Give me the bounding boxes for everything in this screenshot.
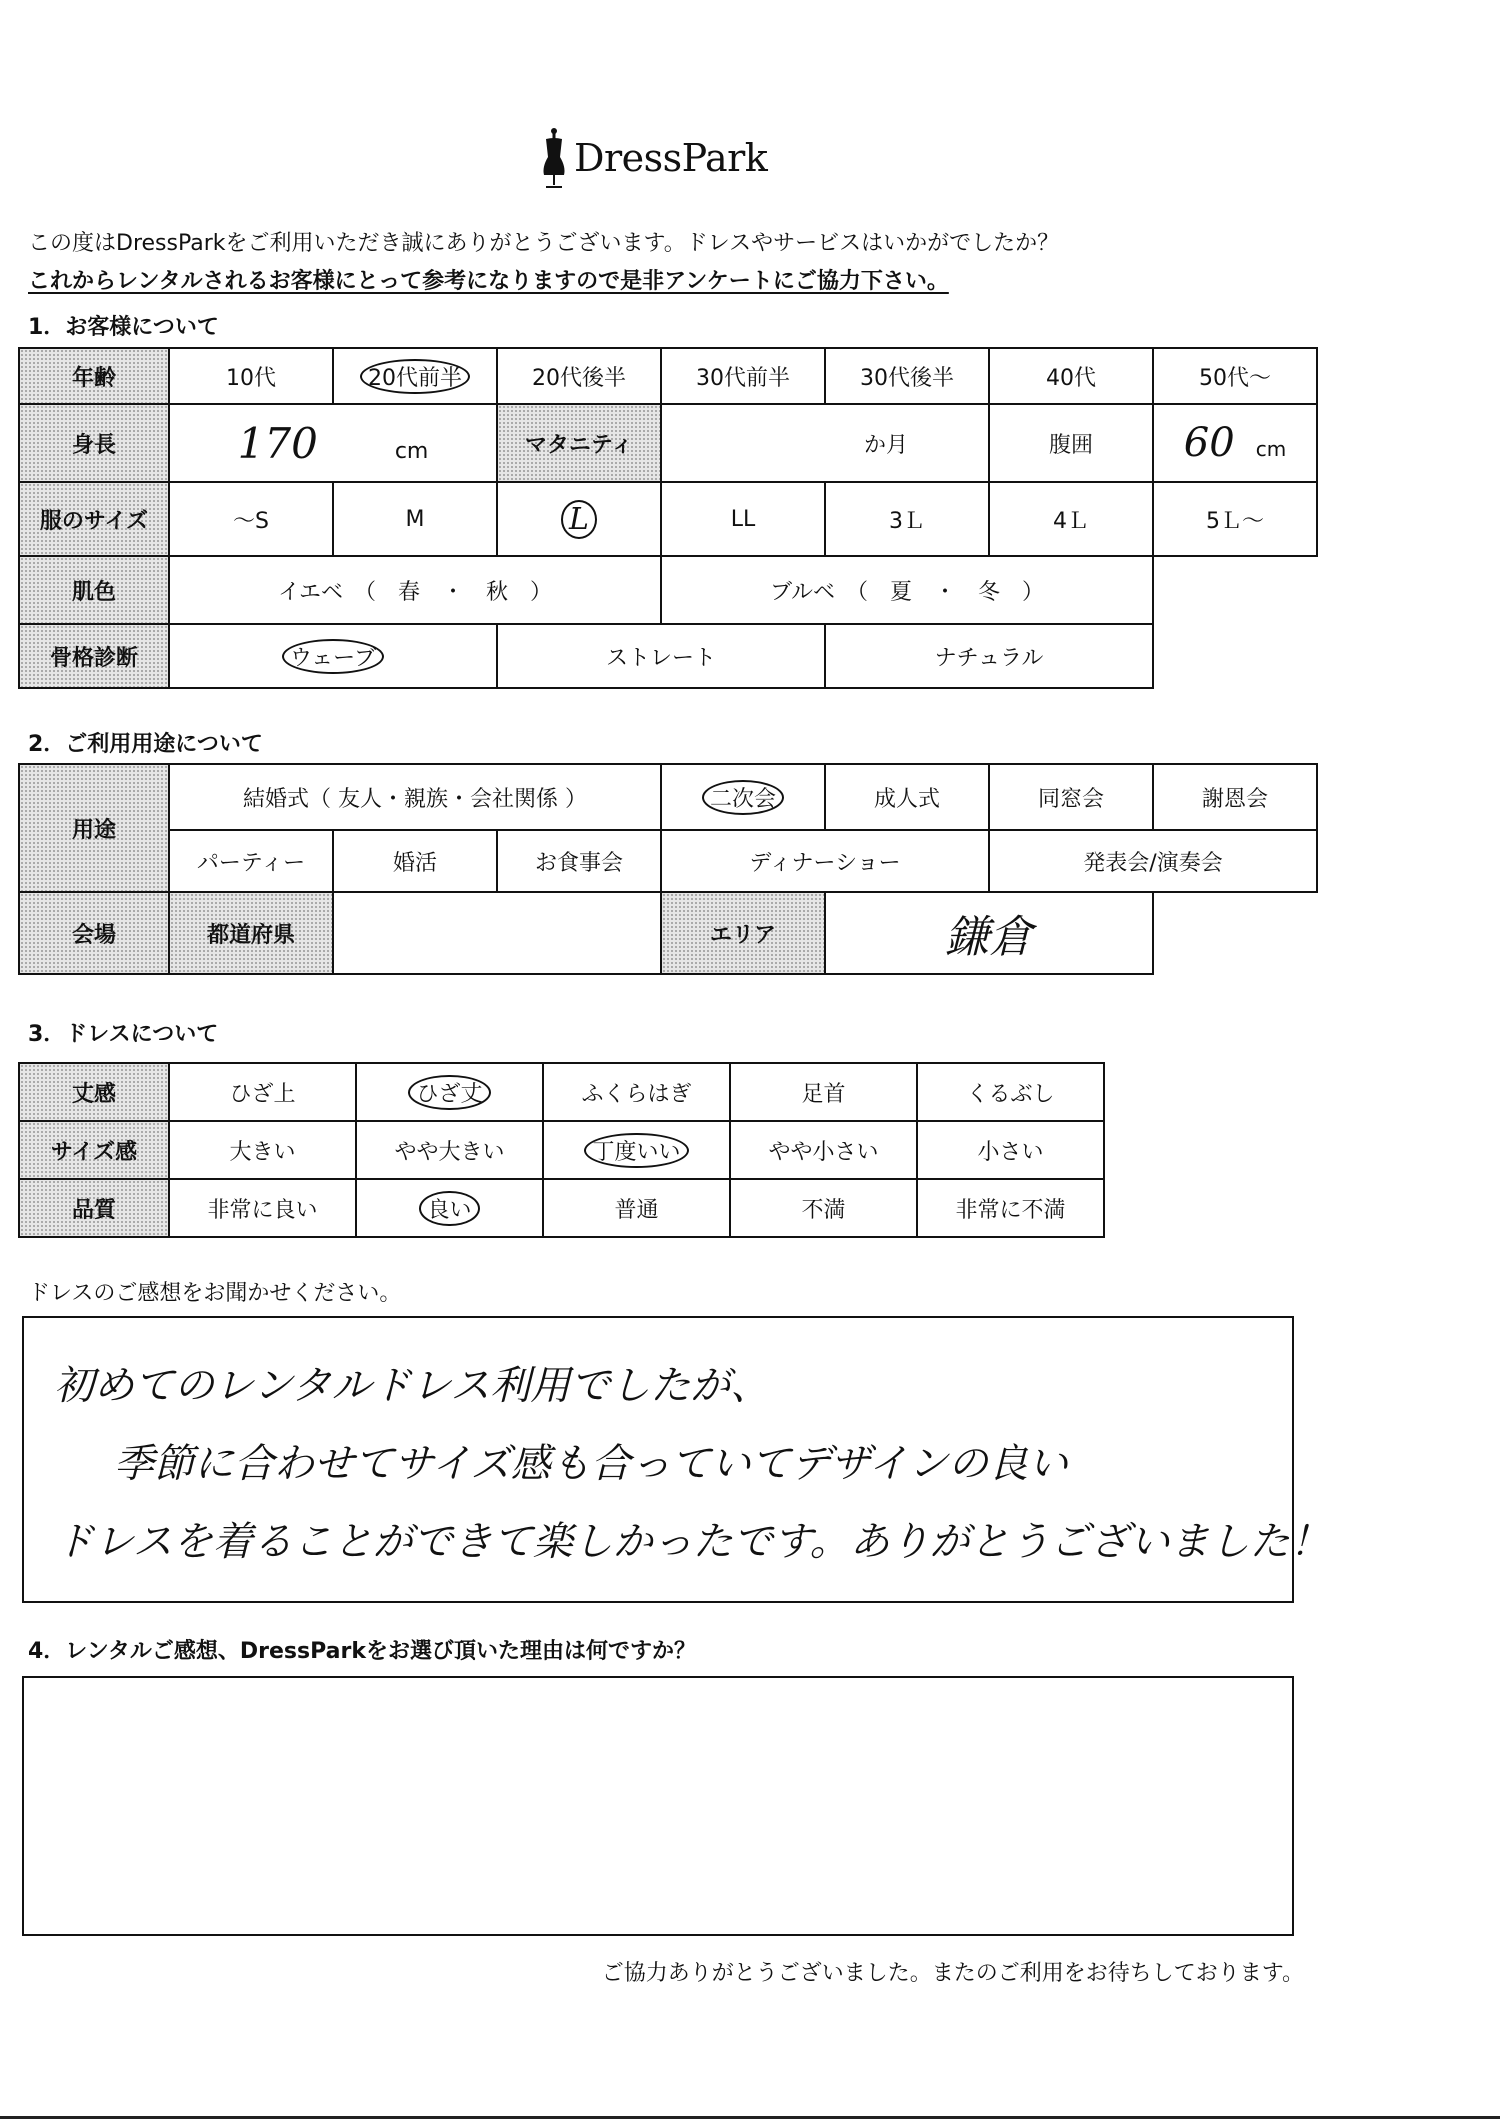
waist-unit: cm [1255, 437, 1287, 461]
venue-label: 会場 [19, 892, 169, 974]
age-option-selected[interactable] [333, 348, 497, 404]
age-option[interactable]: 40代 [989, 348, 1153, 404]
dresspark-logo [540, 118, 767, 198]
height-field[interactable] [169, 404, 497, 482]
prefecture-label: 都道府県 [169, 892, 333, 974]
fit-option-selected[interactable] [543, 1121, 730, 1179]
waist-field[interactable] [1153, 404, 1317, 482]
length-option[interactable]: 足首 [730, 1063, 917, 1121]
frame-option-selected[interactable] [169, 624, 497, 688]
comment-line: 初めてのレンタルドレス利用でしたが、 [54, 1363, 771, 1409]
fit-label: サイズ感 [19, 1121, 169, 1179]
empty-cell [1153, 624, 1317, 688]
intro-request-text: これからレンタルされるお客様にとって参考になりますので是非アンケートにご協力下さい。 [28, 269, 949, 294]
logo-text: DressPark [574, 136, 768, 180]
skin-yellow-option[interactable]: イエベ （ 春 ・ 秋 ） [169, 556, 661, 624]
purpose-option-selected[interactable] [661, 764, 825, 830]
waist-value: 60 [1183, 420, 1235, 466]
age-option[interactable]: 30代後半 [825, 348, 989, 404]
quality-option[interactable]: 不満 [730, 1179, 917, 1237]
selection-circle: 良い [419, 1191, 479, 1226]
prefecture-field[interactable] [333, 892, 661, 974]
impressions-prompt: ドレスのご感想をお聞かせください。 [28, 1281, 402, 1306]
age-option[interactable]: 10代 [169, 348, 333, 404]
selection-circle: 二次会 [702, 780, 784, 815]
comment-line: 季節に合わせてサイズ感も合っていてデザインの良い [114, 1441, 1068, 1487]
maternity-field[interactable] [661, 404, 989, 482]
fit-option[interactable]: 小さい [917, 1121, 1104, 1179]
quality-option[interactable]: 非常に良い [169, 1179, 356, 1237]
selection-circle: ひざ丈 [408, 1075, 490, 1110]
footer-text: ご協力ありがとうございました。またのご利用をお待ちしております。 [601, 1961, 1304, 1986]
maternity-unit: か月 [863, 432, 908, 458]
frame-option[interactable]: ナチュラル [825, 624, 1153, 688]
frame-label: 骨格診断 [19, 624, 169, 688]
height-label: 身長 [19, 404, 169, 482]
age-option[interactable]: 50代～ [1153, 348, 1317, 404]
purpose-option[interactable]: 謝恩会 [1153, 764, 1317, 830]
purpose-option[interactable]: 婚活 [333, 830, 497, 892]
size-label: 服のサイズ [19, 482, 169, 556]
quality-label: 品質 [19, 1179, 169, 1237]
empty-cell [1153, 892, 1317, 974]
fit-option[interactable]: やや小さい [730, 1121, 917, 1179]
size-option[interactable]: ～S [169, 482, 333, 556]
comment-line: ドレスを着ることができて楽しかったです。ありがとうございました！ [54, 1519, 1330, 1565]
selection-circle: 20代前半 [360, 359, 470, 394]
area-field[interactable] [825, 892, 1153, 974]
usage-table [18, 763, 1318, 975]
selection-circle: L [561, 500, 597, 539]
purpose-wedding-option[interactable]: 結婚式（ 友人・親族・会社関係 ） [169, 764, 661, 830]
customer-info-table [18, 347, 1318, 689]
waist-label: 腹囲 [989, 404, 1153, 482]
purpose-option[interactable]: 成人式 [825, 764, 989, 830]
section3-title: 3．ドレスについて [28, 1022, 219, 1047]
section4-title: 4．レンタルご感想、DressParkをお選び頂いた理由は何ですか？ [28, 1639, 696, 1664]
fit-option[interactable]: やや大きい [356, 1121, 543, 1179]
length-option-selected[interactable] [356, 1063, 543, 1121]
skin-label: 肌色 [19, 556, 169, 624]
quality-option-selected[interactable] [356, 1179, 543, 1237]
dress-form-icon [540, 127, 568, 189]
area-label: エリア [661, 892, 825, 974]
size-option[interactable]: LL [661, 482, 825, 556]
length-option[interactable]: ふくらはぎ [543, 1063, 730, 1121]
section1-title: 1．お客様について [28, 315, 219, 340]
reason-box[interactable] [22, 1676, 1294, 1936]
section2-title: 2．ご利用用途について [28, 732, 263, 757]
height-unit: cm [394, 438, 429, 464]
frame-option[interactable]: ストレート [497, 624, 825, 688]
size-option[interactable]: 4Ｌ [989, 482, 1153, 556]
selection-circle: 丁度いい [584, 1133, 688, 1168]
scan-edge-line [0, 2116, 1500, 2119]
maternity-label: マタニティ [497, 404, 661, 482]
purpose-option[interactable]: ディナーショー [661, 830, 989, 892]
quality-option[interactable]: 普通 [543, 1179, 730, 1237]
purpose-option[interactable]: お食事会 [497, 830, 661, 892]
age-label: 年齢 [19, 348, 169, 404]
selection-circle: ウェーブ [282, 639, 384, 674]
height-value: 170 [237, 418, 318, 468]
purpose-option[interactable]: 発表会/演奏会 [989, 830, 1317, 892]
dress-table [18, 1062, 1105, 1238]
fit-option[interactable]: 大きい [169, 1121, 356, 1179]
purpose-option[interactable]: 同窓会 [989, 764, 1153, 830]
quality-option[interactable]: 非常に不満 [917, 1179, 1104, 1237]
age-option[interactable]: 30代前半 [661, 348, 825, 404]
empty-cell [1153, 556, 1317, 624]
intro-text: この度はDressParkをご利用いただき誠にありがとうございます。ドレスやサービスはいかがでしたか？ [28, 231, 1060, 256]
age-option[interactable]: 20代後半 [497, 348, 661, 404]
purpose-option[interactable]: パーティー [169, 830, 333, 892]
purpose-label: 用途 [19, 764, 169, 892]
length-label: 丈感 [19, 1063, 169, 1121]
length-option[interactable]: くるぶし [917, 1063, 1104, 1121]
size-option[interactable]: M [333, 482, 497, 556]
impressions-box[interactable] [22, 1316, 1330, 1603]
skin-blue-option[interactable]: ブルベ （ 夏 ・ 冬 ） [661, 556, 1153, 624]
length-option[interactable]: ひざ上 [169, 1063, 356, 1121]
size-option[interactable]: 3Ｌ [825, 482, 989, 556]
size-option-selected[interactable] [497, 482, 661, 556]
size-option[interactable]: 5Ｌ～ [1153, 482, 1317, 556]
area-value: 鎌倉 [945, 912, 1033, 963]
